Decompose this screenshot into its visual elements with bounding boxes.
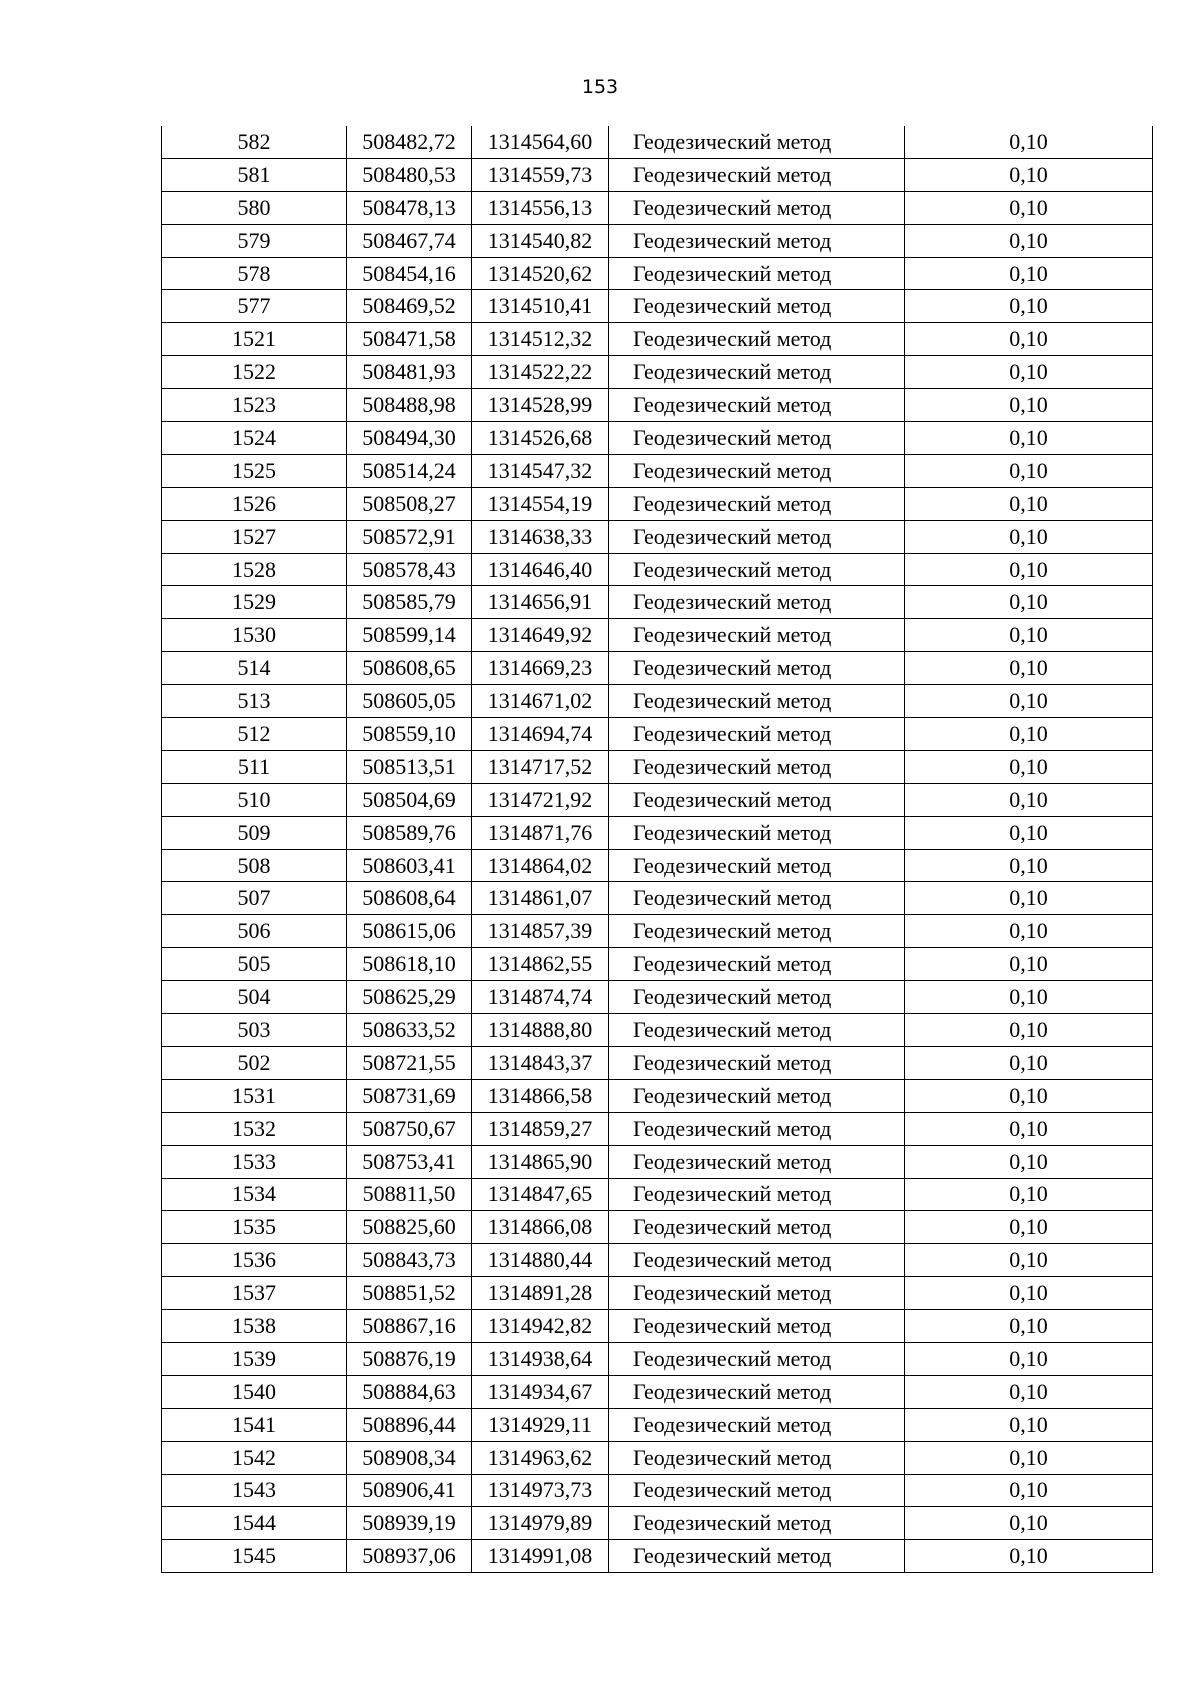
x-coordinate-cell: 508572,91 (347, 520, 472, 553)
point-number-cell: 512 (162, 718, 347, 751)
y-coordinate-cell: 1314866,58 (472, 1079, 609, 1112)
method-cell: Геодезический метод (609, 783, 905, 816)
point-number-cell: 502 (162, 1046, 347, 1079)
page-number: 153 (581, 76, 619, 98)
x-coordinate-cell: 508896,44 (347, 1408, 472, 1441)
accuracy-cell: 0,10 (905, 158, 1153, 191)
x-coordinate-cell: 508559,10 (347, 718, 472, 751)
method-cell: Геодезический метод (609, 685, 905, 718)
method-cell: Геодезический метод (609, 1211, 905, 1244)
accuracy-cell: 0,10 (905, 981, 1153, 1014)
x-coordinate-cell: 508843,73 (347, 1244, 472, 1277)
method-cell: Геодезический метод (609, 1310, 905, 1343)
x-coordinate-cell: 508618,10 (347, 948, 472, 981)
accuracy-cell: 0,10 (905, 1244, 1153, 1277)
table-row (162, 158, 1153, 191)
y-coordinate-cell: 1314973,73 (472, 1474, 609, 1507)
point-number-cell: 1526 (162, 487, 347, 520)
method-cell: Геодезический метод (609, 586, 905, 619)
x-coordinate-cell: 508608,64 (347, 882, 472, 915)
method-cell: Геодезический метод (609, 290, 905, 323)
method-cell: Геодезический метод (609, 816, 905, 849)
method-cell: Геодезический метод (609, 882, 905, 915)
point-number-cell: 1533 (162, 1145, 347, 1178)
table-row (162, 1375, 1153, 1408)
accuracy-cell: 0,10 (905, 1375, 1153, 1408)
method-cell: Геодезический метод (609, 323, 905, 356)
accuracy-cell: 0,10 (905, 257, 1153, 290)
accuracy-cell: 0,10 (905, 1507, 1153, 1540)
x-coordinate-cell: 508471,58 (347, 323, 472, 356)
table-row (162, 257, 1153, 290)
table-row (162, 882, 1153, 915)
accuracy-cell: 0,10 (905, 1408, 1153, 1441)
y-coordinate-cell: 1314871,76 (472, 816, 609, 849)
accuracy-cell: 0,10 (905, 849, 1153, 882)
x-coordinate-cell: 508908,34 (347, 1441, 472, 1474)
x-coordinate-cell: 508494,30 (347, 422, 472, 455)
y-coordinate-cell: 1314556,13 (472, 191, 609, 224)
accuracy-cell: 0,10 (905, 1277, 1153, 1310)
point-number-cell: 1521 (162, 323, 347, 356)
accuracy-cell: 0,10 (905, 422, 1153, 455)
table-row (162, 1540, 1153, 1573)
y-coordinate-cell: 1314512,32 (472, 323, 609, 356)
x-coordinate-cell: 508884,63 (347, 1375, 472, 1408)
x-coordinate-cell: 508481,93 (347, 356, 472, 389)
x-coordinate-cell: 508876,19 (347, 1342, 472, 1375)
y-coordinate-cell: 1314938,64 (472, 1342, 609, 1375)
accuracy-cell: 0,10 (905, 948, 1153, 981)
y-coordinate-cell: 1314991,08 (472, 1540, 609, 1573)
x-coordinate-cell: 508939,19 (347, 1507, 472, 1540)
table-row (162, 487, 1153, 520)
x-coordinate-cell: 508906,41 (347, 1474, 472, 1507)
accuracy-cell: 0,10 (905, 1014, 1153, 1047)
method-cell: Геодезический метод (609, 356, 905, 389)
point-number-cell: 1534 (162, 1178, 347, 1211)
accuracy-cell: 0,10 (905, 191, 1153, 224)
table-row (162, 1441, 1153, 1474)
y-coordinate-cell: 1314646,40 (472, 553, 609, 586)
y-coordinate-cell: 1314865,90 (472, 1145, 609, 1178)
table-row (162, 126, 1153, 158)
method-cell: Геодезический метод (609, 1178, 905, 1211)
y-coordinate-cell: 1314843,37 (472, 1046, 609, 1079)
table-row (162, 718, 1153, 751)
method-cell: Геодезический метод (609, 487, 905, 520)
y-coordinate-cell: 1314861,07 (472, 882, 609, 915)
point-number-cell: 578 (162, 257, 347, 290)
point-number-cell: 1527 (162, 520, 347, 553)
y-coordinate-cell: 1314874,74 (472, 981, 609, 1014)
accuracy-cell: 0,10 (905, 487, 1153, 520)
y-coordinate-cell: 1314656,91 (472, 586, 609, 619)
x-coordinate-cell: 508508,27 (347, 487, 472, 520)
y-coordinate-cell: 1314522,22 (472, 356, 609, 389)
accuracy-cell: 0,10 (905, 224, 1153, 257)
y-coordinate-cell: 1314694,74 (472, 718, 609, 751)
table-row (162, 849, 1153, 882)
accuracy-cell: 0,10 (905, 1211, 1153, 1244)
table-row (162, 816, 1153, 849)
method-cell: Геодезический метод (609, 422, 905, 455)
table-row (162, 454, 1153, 487)
y-coordinate-cell: 1314866,08 (472, 1211, 609, 1244)
x-coordinate-cell: 508480,53 (347, 158, 472, 191)
x-coordinate-cell: 508811,50 (347, 1178, 472, 1211)
point-number-cell: 510 (162, 783, 347, 816)
y-coordinate-cell: 1314649,92 (472, 619, 609, 652)
accuracy-cell: 0,10 (905, 1079, 1153, 1112)
accuracy-cell: 0,10 (905, 1474, 1153, 1507)
point-number-cell: 1528 (162, 553, 347, 586)
table-row (162, 1046, 1153, 1079)
x-coordinate-cell: 508615,06 (347, 915, 472, 948)
y-coordinate-cell: 1314669,23 (472, 652, 609, 685)
point-number-cell: 1536 (162, 1244, 347, 1277)
accuracy-cell: 0,10 (905, 126, 1153, 158)
y-coordinate-cell: 1314880,44 (472, 1244, 609, 1277)
point-number-cell: 506 (162, 915, 347, 948)
table-row (162, 1474, 1153, 1507)
y-coordinate-cell: 1314510,41 (472, 290, 609, 323)
method-cell: Геодезический метод (609, 1408, 905, 1441)
point-number-cell: 580 (162, 191, 347, 224)
y-coordinate-cell: 1314963,62 (472, 1441, 609, 1474)
method-cell: Геодезический метод (609, 389, 905, 422)
point-number-cell: 1537 (162, 1277, 347, 1310)
x-coordinate-cell: 508603,41 (347, 849, 472, 882)
y-coordinate-cell: 1314979,89 (472, 1507, 609, 1540)
x-coordinate-cell: 508504,69 (347, 783, 472, 816)
method-cell: Геодезический метод (609, 652, 905, 685)
point-number-cell: 1532 (162, 1112, 347, 1145)
table-row (162, 1244, 1153, 1277)
y-coordinate-cell: 1314859,27 (472, 1112, 609, 1145)
x-coordinate-cell: 508578,43 (347, 553, 472, 586)
table-row (162, 619, 1153, 652)
point-number-cell: 1525 (162, 454, 347, 487)
coordinates-table (161, 126, 1153, 1573)
table-row (162, 948, 1153, 981)
point-number-cell: 1538 (162, 1310, 347, 1343)
table-row (162, 1310, 1153, 1343)
point-number-cell: 511 (162, 750, 347, 783)
accuracy-cell: 0,10 (905, 1342, 1153, 1375)
point-number-cell: 1535 (162, 1211, 347, 1244)
y-coordinate-cell: 1314942,82 (472, 1310, 609, 1343)
point-number-cell: 509 (162, 816, 347, 849)
table-row (162, 1507, 1153, 1540)
x-coordinate-cell: 508825,60 (347, 1211, 472, 1244)
point-number-cell: 505 (162, 948, 347, 981)
point-number-cell: 1524 (162, 422, 347, 455)
table-row (162, 1079, 1153, 1112)
x-coordinate-cell: 508585,79 (347, 586, 472, 619)
accuracy-cell: 0,10 (905, 323, 1153, 356)
table-row (162, 750, 1153, 783)
point-number-cell: 1542 (162, 1441, 347, 1474)
method-cell: Геодезический метод (609, 520, 905, 553)
method-cell: Геодезический метод (609, 619, 905, 652)
x-coordinate-cell: 508721,55 (347, 1046, 472, 1079)
point-number-cell: 514 (162, 652, 347, 685)
point-number-cell: 1543 (162, 1474, 347, 1507)
point-number-cell: 504 (162, 981, 347, 1014)
accuracy-cell: 0,10 (905, 652, 1153, 685)
table-row (162, 915, 1153, 948)
table-row (162, 685, 1153, 718)
y-coordinate-cell: 1314564,60 (472, 126, 609, 158)
y-coordinate-cell: 1314929,11 (472, 1408, 609, 1441)
table-row (162, 783, 1153, 816)
y-coordinate-cell: 1314540,82 (472, 224, 609, 257)
method-cell: Геодезический метод (609, 915, 905, 948)
method-cell: Геодезический метод (609, 1375, 905, 1408)
accuracy-cell: 0,10 (905, 619, 1153, 652)
x-coordinate-cell: 508513,51 (347, 750, 472, 783)
table-row (162, 1408, 1153, 1441)
point-number-cell: 582 (162, 126, 347, 158)
accuracy-cell: 0,10 (905, 718, 1153, 751)
x-coordinate-cell: 508478,13 (347, 191, 472, 224)
method-cell: Геодезический метод (609, 126, 905, 158)
accuracy-cell: 0,10 (905, 1178, 1153, 1211)
accuracy-cell: 0,10 (905, 1540, 1153, 1573)
point-number-cell: 1523 (162, 389, 347, 422)
y-coordinate-cell: 1314862,55 (472, 948, 609, 981)
method-cell: Геодезический метод (609, 718, 905, 751)
accuracy-cell: 0,10 (905, 454, 1153, 487)
point-number-cell: 1544 (162, 1507, 347, 1540)
table-row (162, 520, 1153, 553)
y-coordinate-cell: 1314717,52 (472, 750, 609, 783)
point-number-cell: 577 (162, 290, 347, 323)
x-coordinate-cell: 508731,69 (347, 1079, 472, 1112)
x-coordinate-cell: 508514,24 (347, 454, 472, 487)
x-coordinate-cell: 508488,98 (347, 389, 472, 422)
x-coordinate-cell: 508867,16 (347, 1310, 472, 1343)
table-row (162, 224, 1153, 257)
x-coordinate-cell: 508750,67 (347, 1112, 472, 1145)
x-coordinate-cell: 508851,52 (347, 1277, 472, 1310)
accuracy-cell: 0,10 (905, 783, 1153, 816)
point-number-cell: 513 (162, 685, 347, 718)
point-number-cell: 1541 (162, 1408, 347, 1441)
y-coordinate-cell: 1314857,39 (472, 915, 609, 948)
table-row (162, 191, 1153, 224)
method-cell: Геодезический метод (609, 1474, 905, 1507)
x-coordinate-cell: 508599,14 (347, 619, 472, 652)
y-coordinate-cell: 1314526,68 (472, 422, 609, 455)
accuracy-cell: 0,10 (905, 1441, 1153, 1474)
method-cell: Геодезический метод (609, 1014, 905, 1047)
point-number-cell: 1531 (162, 1079, 347, 1112)
x-coordinate-cell: 508454,16 (347, 257, 472, 290)
accuracy-cell: 0,10 (905, 553, 1153, 586)
point-number-cell: 1522 (162, 356, 347, 389)
method-cell: Геодезический метод (609, 849, 905, 882)
method-cell: Геодезический метод (609, 158, 905, 191)
x-coordinate-cell: 508633,52 (347, 1014, 472, 1047)
accuracy-cell: 0,10 (905, 750, 1153, 783)
y-coordinate-cell: 1314528,99 (472, 389, 609, 422)
table-row (162, 1112, 1153, 1145)
x-coordinate-cell: 508937,06 (347, 1540, 472, 1573)
accuracy-cell: 0,10 (905, 915, 1153, 948)
table-row (162, 1277, 1153, 1310)
table-body (162, 126, 1153, 1573)
point-number-cell: 581 (162, 158, 347, 191)
table-row (162, 290, 1153, 323)
point-number-cell: 1540 (162, 1375, 347, 1408)
x-coordinate-cell: 508482,72 (347, 126, 472, 158)
y-coordinate-cell: 1314847,65 (472, 1178, 609, 1211)
point-number-cell: 508 (162, 849, 347, 882)
accuracy-cell: 0,10 (905, 389, 1153, 422)
y-coordinate-cell: 1314554,19 (472, 487, 609, 520)
x-coordinate-cell: 508753,41 (347, 1145, 472, 1178)
method-cell: Геодезический метод (609, 454, 905, 487)
method-cell: Геодезический метод (609, 750, 905, 783)
table-row (162, 1145, 1153, 1178)
method-cell: Геодезический метод (609, 981, 905, 1014)
method-cell: Геодезический метод (609, 1507, 905, 1540)
method-cell: Геодезический метод (609, 1046, 905, 1079)
accuracy-cell: 0,10 (905, 685, 1153, 718)
point-number-cell: 503 (162, 1014, 347, 1047)
accuracy-cell: 0,10 (905, 1145, 1153, 1178)
accuracy-cell: 0,10 (905, 356, 1153, 389)
method-cell: Геодезический метод (609, 257, 905, 290)
method-cell: Геодезический метод (609, 1441, 905, 1474)
x-coordinate-cell: 508625,29 (347, 981, 472, 1014)
point-number-cell: 579 (162, 224, 347, 257)
accuracy-cell: 0,10 (905, 1310, 1153, 1343)
method-cell: Геодезический метод (609, 1540, 905, 1573)
accuracy-cell: 0,10 (905, 520, 1153, 553)
method-cell: Геодезический метод (609, 1145, 905, 1178)
y-coordinate-cell: 1314671,02 (472, 685, 609, 718)
point-number-cell: 1530 (162, 619, 347, 652)
x-coordinate-cell: 508589,76 (347, 816, 472, 849)
table-row (162, 1342, 1153, 1375)
x-coordinate-cell: 508605,05 (347, 685, 472, 718)
table-row (162, 356, 1153, 389)
table-row (162, 981, 1153, 1014)
y-coordinate-cell: 1314888,80 (472, 1014, 609, 1047)
table-row (162, 389, 1153, 422)
accuracy-cell: 0,10 (905, 1046, 1153, 1079)
y-coordinate-cell: 1314547,32 (472, 454, 609, 487)
method-cell: Геодезический метод (609, 224, 905, 257)
x-coordinate-cell: 508608,65 (347, 652, 472, 685)
y-coordinate-cell: 1314891,28 (472, 1277, 609, 1310)
accuracy-cell: 0,10 (905, 816, 1153, 849)
method-cell: Геодезический метод (609, 1112, 905, 1145)
y-coordinate-cell: 1314520,62 (472, 257, 609, 290)
point-number-cell: 1529 (162, 586, 347, 619)
x-coordinate-cell: 508469,52 (347, 290, 472, 323)
table-row (162, 586, 1153, 619)
table-row (162, 1211, 1153, 1244)
method-cell: Геодезический метод (609, 191, 905, 224)
method-cell: Геодезический метод (609, 553, 905, 586)
table-row (162, 422, 1153, 455)
accuracy-cell: 0,10 (905, 1112, 1153, 1145)
y-coordinate-cell: 1314934,67 (472, 1375, 609, 1408)
method-cell: Геодезический метод (609, 1079, 905, 1112)
point-number-cell: 507 (162, 882, 347, 915)
method-cell: Геодезический метод (609, 948, 905, 981)
table-row (162, 1014, 1153, 1047)
table-row (162, 652, 1153, 685)
method-cell: Геодезический метод (609, 1277, 905, 1310)
accuracy-cell: 0,10 (905, 290, 1153, 323)
method-cell: Геодезический метод (609, 1342, 905, 1375)
point-number-cell: 1539 (162, 1342, 347, 1375)
point-number-cell: 1545 (162, 1540, 347, 1573)
table-row (162, 1178, 1153, 1211)
x-coordinate-cell: 508467,74 (347, 224, 472, 257)
accuracy-cell: 0,10 (905, 882, 1153, 915)
y-coordinate-cell: 1314638,33 (472, 520, 609, 553)
method-cell: Геодезический метод (609, 1244, 905, 1277)
y-coordinate-cell: 1314864,02 (472, 849, 609, 882)
y-coordinate-cell: 1314559,73 (472, 158, 609, 191)
accuracy-cell: 0,10 (905, 586, 1153, 619)
y-coordinate-cell: 1314721,92 (472, 783, 609, 816)
table-row (162, 553, 1153, 586)
table-row (162, 323, 1153, 356)
